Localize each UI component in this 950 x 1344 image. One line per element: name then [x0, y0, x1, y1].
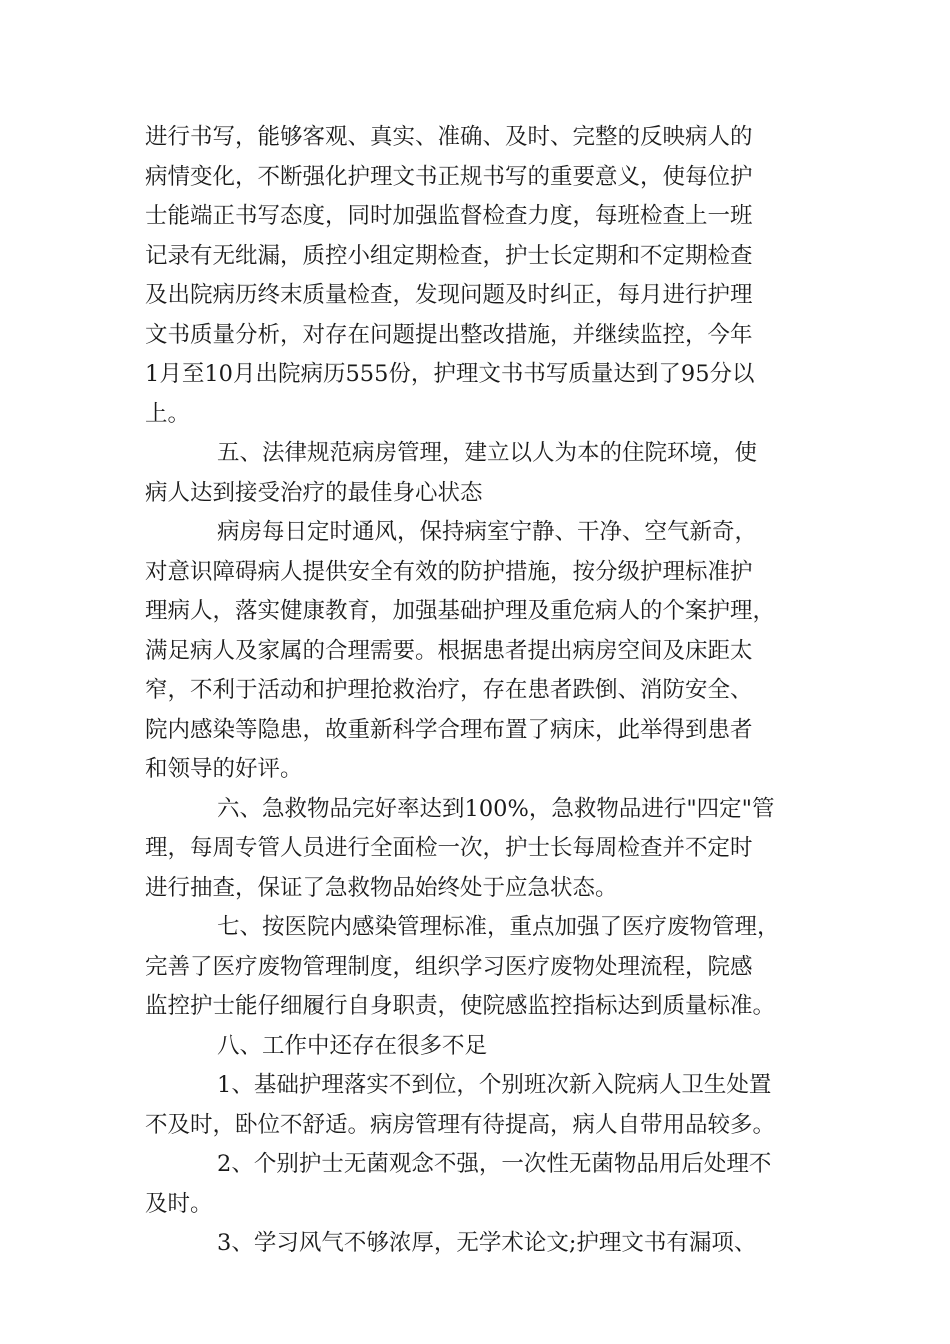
- document-body: [145, 118, 810, 1264]
- text-line: 进行书写，能够客观、真实、准确、及时、完整的反映病人的: [145, 124, 753, 150]
- section-heading: 八、工作中还存在很多不足: [217, 1032, 488, 1059]
- text-line: 文书质量分析，对存在问题提出整改措施，并继续监控，今年: [145, 321, 753, 348]
- text-line: 士能端正书写态度，同时加强监督检查力度，每班检查上一班: [145, 203, 753, 229]
- text-line: 窄，不利于活动和护理抢救治疗，存在患者跌倒、消防安全、: [145, 677, 753, 703]
- text-line: 监控护士能仔细履行自身职责，使院感监控指标达到质量标准。: [145, 993, 776, 1019]
- text-line: 不及时，卧位不舒适。病房管理有待提高，病人自带用品较多。: [145, 1111, 776, 1138]
- list-item-3: [145, 1224, 810, 1264]
- heading-section-eight: [145, 1027, 810, 1067]
- section-heading: 七、按医院内感染管理标准，重点加强了医疗废物管理，: [217, 914, 780, 940]
- text-line: 满足病人及家属的合理需要。根据患者提出病房空间及床距太: [145, 637, 753, 664]
- list-item-1: [145, 1066, 810, 1145]
- paragraph-ward-management: [145, 513, 810, 790]
- text-line: 及出院病历终末质量检查，发现问题及时纠正，每月进行护理: [145, 282, 753, 308]
- text-line: 理，每周专管人员进行全面检一次，护士长每周检查并不定时: [145, 835, 753, 861]
- section-heading-continued: 病人达到接受治疗的最佳身心状态: [145, 479, 483, 506]
- list-item-text: 1、基础护理落实不到位，个别班次新入院病人卫生处置: [217, 1072, 772, 1098]
- text-line: 病房每日定时通风，保持病室宁静、干净、空气新奇，: [217, 519, 758, 545]
- text-line: 记录有无纰漏，质控小组定期检查，护士长定期和不定期检查: [145, 242, 753, 269]
- paragraph-nursing-records: [145, 118, 810, 434]
- paragraph-section-seven: [145, 908, 810, 1027]
- section-heading: 五、法律规范病房管理，建立以人为本的住院环境，使: [217, 440, 758, 466]
- text-line: 病情变化，不断强化护理文书正规书写的重要意义，使每位护: [145, 163, 753, 190]
- list-item-2: [145, 1145, 810, 1224]
- text-line: 上。: [145, 400, 191, 427]
- heading-section-five: [145, 434, 810, 513]
- text-line: 院内感染等隐患，故重新科学合理布置了病床，此举得到患者: [145, 716, 753, 743]
- text-line: 和领导的好评。: [145, 756, 303, 782]
- text-line: 及时。: [145, 1190, 213, 1217]
- list-item-text: 3、学习风气不够浓厚，无学术论文;护理文书有漏项、: [217, 1230, 757, 1256]
- text-line: 理病人，落实健康教育，加强基础护理及重危病人的个案护理，: [145, 598, 776, 624]
- list-item-text: 2、个别护士无菌观念不强，一次性无菌物品用后处理不: [217, 1151, 772, 1177]
- text-line: 1月至10月出院病历555份，护理文书书写质量达到了95分以: [145, 361, 755, 387]
- paragraph-section-six: [145, 790, 810, 909]
- text-line: 进行抽查，保证了急救物品始终处于应急状态。: [145, 874, 618, 901]
- text-line: 对意识障碍病人提供安全有效的防护措施，按分级护理标准护: [145, 558, 753, 585]
- section-heading: 六、急救物品完好率达到100%，急救物品进行"四定"管: [217, 795, 775, 822]
- text-line: 完善了医疗废物管理制度，组织学习医疗废物处理流程，院感: [145, 953, 753, 980]
